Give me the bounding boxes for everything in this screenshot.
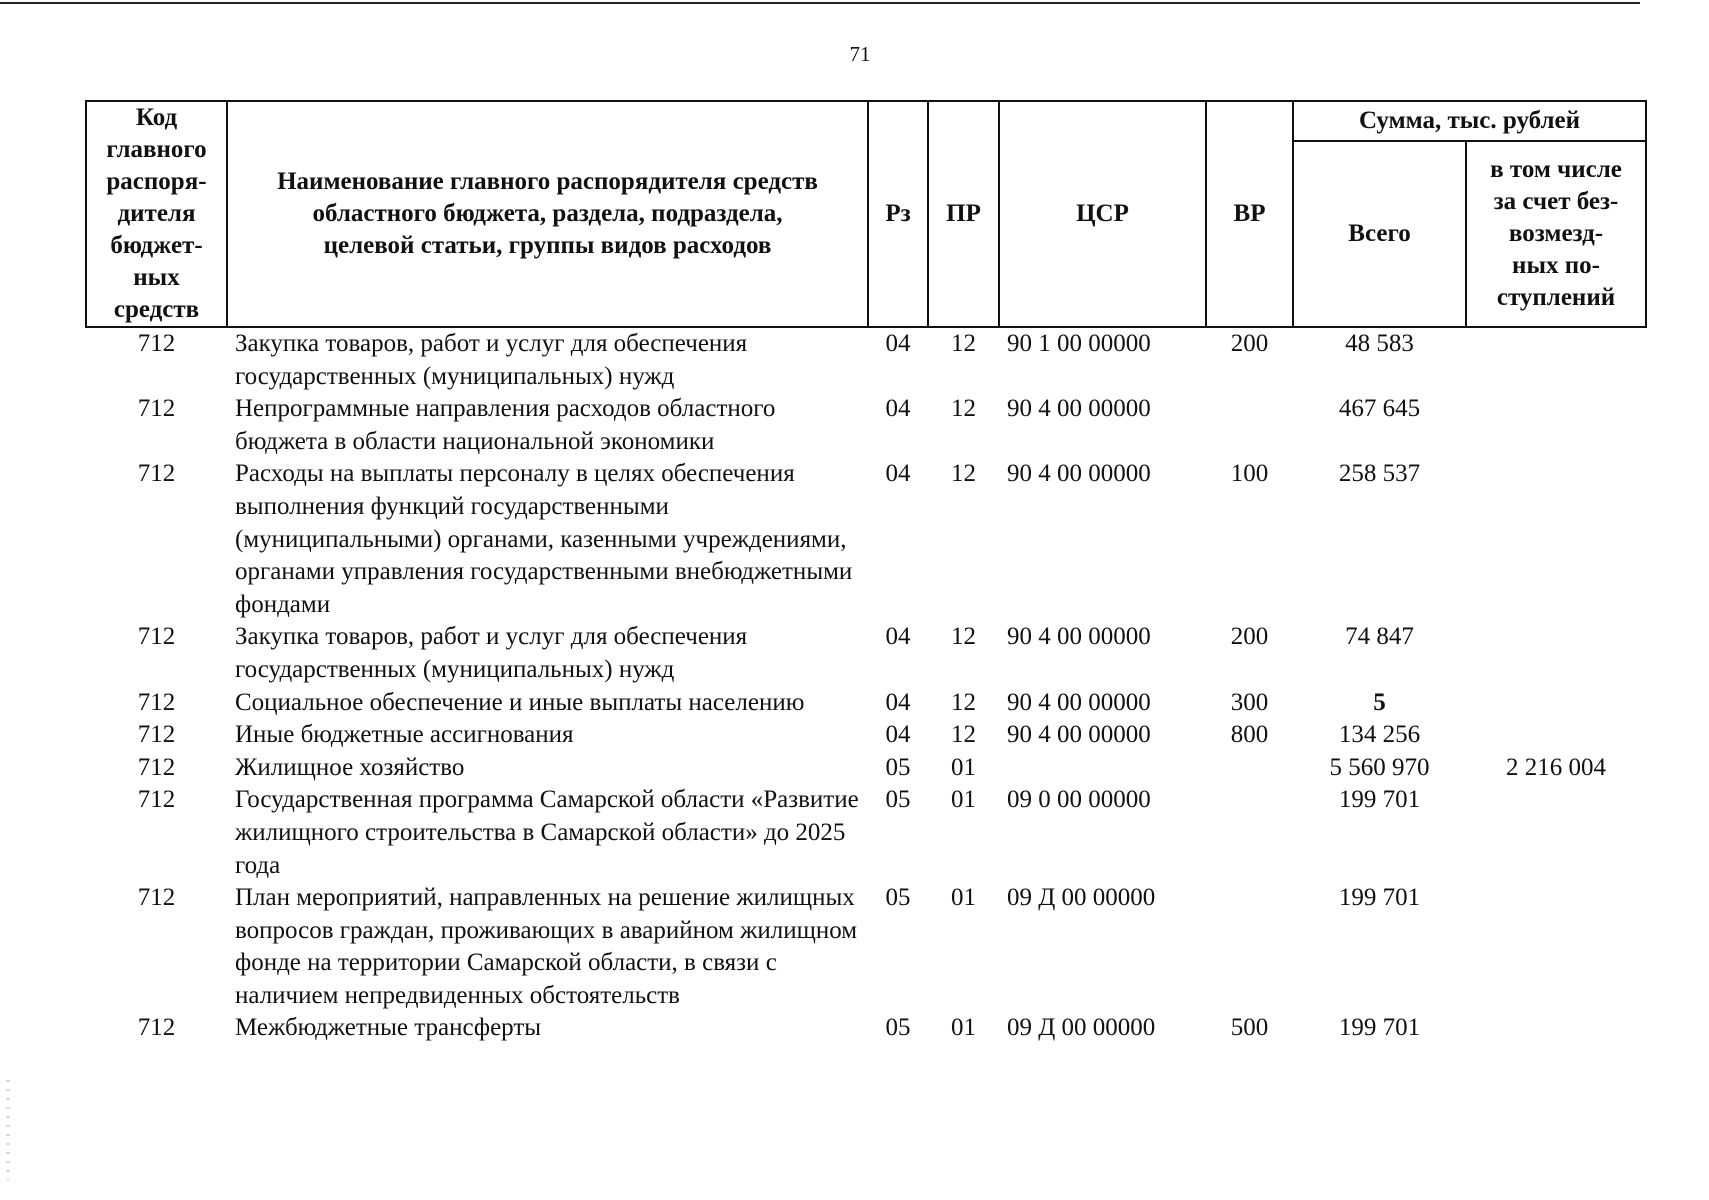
code-cell: 712 <box>137 330 176 357</box>
rz-cell: 04 <box>885 395 911 423</box>
rz-cell: 04 <box>885 330 911 357</box>
pr-cell: 12 <box>951 688 976 716</box>
code-cell: 712 <box>137 623 176 651</box>
total-cell: 5 560 970 <box>1329 753 1430 781</box>
csr-cell: 90 4 00 00000 <box>1007 688 1151 716</box>
rz-cell: 04 <box>885 688 911 716</box>
header-name: Наименование главного распорядителя средств областного бюджета, раздела, подраздела, целевой статьи, группы видов расходов <box>227 101 868 327</box>
name-cell: Иные бюджетные ассигнования <box>235 721 574 749</box>
table-body <box>86 327 1646 1045</box>
rz-cell: 05 <box>885 753 911 781</box>
name-cell: Жилищное хозяйство <box>235 753 465 781</box>
vr-cell <box>1206 393 1293 458</box>
csr-cell: 90 1 00 00000 <box>1007 330 1151 357</box>
total-cell: 74 847 <box>1345 623 1414 651</box>
total-cell: 467 645 <box>1338 395 1421 423</box>
table-row <box>86 327 1646 393</box>
table-header <box>86 101 1646 327</box>
top-rule <box>0 2 1640 4</box>
name-cell: Закупка товаров, работ и услуг для обеспечения государственных (муниципальных) нужд <box>235 623 748 683</box>
table-row <box>86 882 1646 1012</box>
free-cell <box>1466 1012 1646 1045</box>
csr-cell: 90 4 00 00000 <box>1007 395 1151 423</box>
name-cell: Социальное обеспечение и иные выплаты населению <box>235 688 805 716</box>
vr-cell: 100 <box>1230 460 1269 488</box>
code-cell: 712 <box>137 1014 176 1042</box>
rz-cell: 05 <box>885 884 911 912</box>
vr-cell: 800 <box>1230 721 1269 749</box>
header-free: в том числе за счет без- возмезд- ных по- ступлений <box>1466 141 1646 327</box>
rz-cell: 05 <box>885 1014 911 1042</box>
code-cell: 712 <box>137 753 176 781</box>
header-code: Код главного распоря- дителя бюджет- ных средств <box>86 101 227 327</box>
header-total: Всего <box>1293 141 1466 327</box>
csr-cell: 90 4 00 00000 <box>1007 460 1151 488</box>
total-cell: 134 256 <box>1338 721 1421 749</box>
csr-cell: 09 0 00 00000 <box>1007 786 1151 814</box>
scan-specks <box>6 1080 10 1180</box>
name-cell: Расходы на выплаты персоналу в целях обеспечения выполнения функций государственными (муниципальными) органами, казенными учреждениями, органами управления государственными внебюджетными фондами <box>235 460 853 618</box>
table-row <box>86 1012 1646 1045</box>
name-cell: Государственная программа Самарской области «Развитие жилищного строительства в Самарской области» до 2025 года <box>235 786 859 879</box>
free-cell <box>1466 784 1646 882</box>
header-rz: Рз <box>868 101 928 327</box>
free-cell: 2 216 004 <box>1506 753 1606 781</box>
code-cell: 712 <box>137 786 176 814</box>
table-row <box>86 458 1646 621</box>
table-row <box>86 621 1646 686</box>
free-cell <box>1466 719 1646 752</box>
header-sum: Сумма, тыс. рублей <box>1293 101 1646 141</box>
vr-cell: 500 <box>1230 1014 1269 1042</box>
free-cell <box>1466 458 1646 621</box>
free-cell <box>1466 327 1646 393</box>
vr-cell <box>1206 882 1293 1012</box>
pr-cell: 01 <box>951 884 976 912</box>
vr-cell: 300 <box>1230 688 1269 716</box>
vr-cell <box>1206 784 1293 882</box>
header-vr: ВР <box>1206 101 1293 327</box>
free-cell <box>1466 621 1646 686</box>
vr-cell: 200 <box>1230 623 1269 651</box>
budget-table <box>85 100 1647 1045</box>
pr-cell: 01 <box>951 753 976 781</box>
free-cell <box>1466 687 1646 720</box>
code-cell: 712 <box>137 884 176 912</box>
name-cell: Непрограммные направления расходов областного бюджета в области национальной экономики <box>235 395 776 455</box>
table-row <box>86 687 1646 720</box>
code-cell: 712 <box>137 721 176 749</box>
table-row <box>86 752 1646 785</box>
page-number: 71 <box>849 42 871 66</box>
table-row <box>86 719 1646 752</box>
header-csr: ЦСР <box>999 101 1206 327</box>
rz-cell: 04 <box>885 623 911 651</box>
csr-cell: 09 Д 00 00000 <box>1007 1014 1156 1042</box>
total-cell: 5 <box>1373 688 1386 716</box>
free-cell <box>1466 393 1646 458</box>
pr-cell: 12 <box>951 460 976 488</box>
csr-cell: 90 4 00 00000 <box>1007 721 1151 749</box>
table-row <box>86 784 1646 882</box>
name-cell: Межбюджетные трансферты <box>235 1014 542 1042</box>
vr-cell: 200 <box>1230 330 1269 357</box>
code-cell: 712 <box>137 688 176 716</box>
rz-cell: 04 <box>885 460 911 488</box>
total-cell: 199 701 <box>1338 786 1421 814</box>
name-cell: Закупка товаров, работ и услуг для обеспечения государственных (муниципальных) нужд <box>235 330 748 390</box>
free-cell <box>1466 882 1646 1012</box>
rz-cell: 05 <box>885 786 911 814</box>
csr-cell: 90 4 00 00000 <box>1007 623 1151 651</box>
csr-cell: 09 Д 00 00000 <box>1007 884 1156 912</box>
code-cell: 712 <box>137 460 176 488</box>
pr-cell: 01 <box>951 1014 976 1042</box>
total-cell: 48 583 <box>1345 330 1414 357</box>
total-cell: 258 537 <box>1338 460 1421 488</box>
pr-cell: 01 <box>951 786 976 814</box>
total-cell: 199 701 <box>1338 1014 1421 1042</box>
pr-cell: 12 <box>951 721 976 749</box>
pr-cell: 12 <box>951 395 976 423</box>
pr-cell: 12 <box>951 623 976 651</box>
csr-cell <box>999 752 1206 785</box>
vr-cell <box>1206 752 1293 785</box>
name-cell: План мероприятий, направленных на решение жилищных вопросов граждан, проживающих в аварийном жилищном фонде на территории Самарской области, в связи с наличием непредвиденных обстоятельств <box>235 884 858 1009</box>
header-pr: ПР <box>928 101 999 327</box>
rz-cell: 04 <box>885 721 911 749</box>
code-cell: 712 <box>137 395 176 423</box>
pr-cell: 12 <box>951 330 976 357</box>
table-row <box>86 393 1646 458</box>
total-cell: 199 701 <box>1338 884 1421 912</box>
